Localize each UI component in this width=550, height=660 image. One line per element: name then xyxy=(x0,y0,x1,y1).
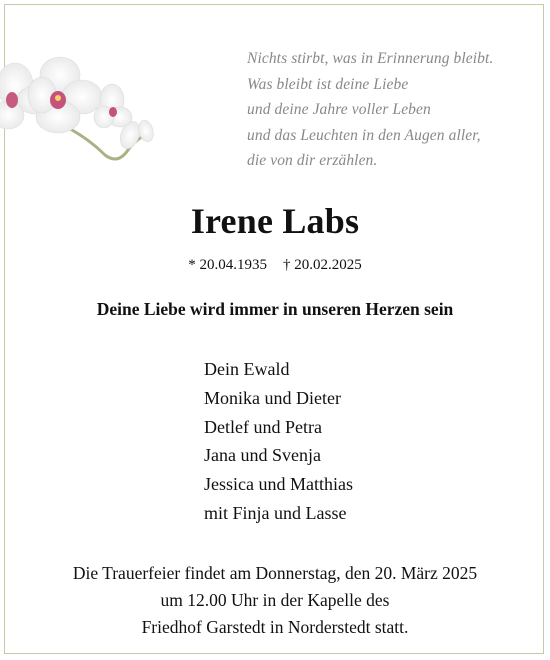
mourner-line: Monika und Dieter xyxy=(204,387,341,408)
deceased-name: Irene Labs xyxy=(190,201,360,241)
mourners-list xyxy=(204,355,353,528)
birth-date: * 20.04.1935 xyxy=(188,257,267,273)
mourner-line: mit Finja und Lasse xyxy=(204,502,347,523)
poem-line: die von dir erzählen. xyxy=(247,152,378,169)
poem-line: und das Leuchten in den Augen aller, xyxy=(247,126,481,144)
mourner-line: Detlef und Petra xyxy=(204,416,322,437)
life-dates xyxy=(0,257,550,274)
funeral-service-info xyxy=(0,560,550,641)
poem xyxy=(247,46,547,174)
poem-line: Was bleibt ist deine Liebe xyxy=(247,75,409,93)
motto: Deine Liebe wird immer in unseren Herzen sein xyxy=(96,299,454,319)
mourner-line: Jana und Svenja xyxy=(204,445,321,466)
mourner-line: Dein Ewald xyxy=(204,359,290,379)
poem-line: und deine Jahre voller Leben xyxy=(247,101,431,118)
poem-line: Nichts stirbt, was in Erinnerung bleibt. xyxy=(247,50,494,67)
service-line: um 12.00 Uhr in der Kapelle des xyxy=(160,590,390,610)
orchid-image xyxy=(0,55,160,170)
mourner-line: Jessica und Matthias xyxy=(204,474,353,495)
service-line: Friedhof Garstedt in Norderstedt statt. xyxy=(141,617,409,637)
service-line: Die Trauerfeier findet am Donnerstag, den 20. März 2025 xyxy=(72,563,478,583)
death-date: † 20.02.2025 xyxy=(283,257,362,273)
